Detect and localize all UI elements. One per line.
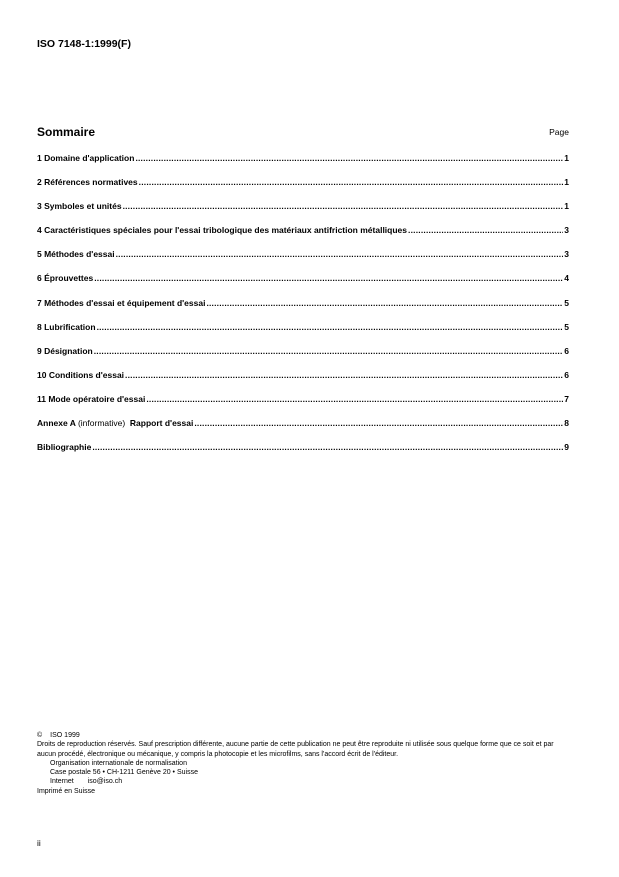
annex-prefix: Annexe A [37, 418, 76, 429]
copyright-rights-text: Droits de reproduction réservés. Sauf prescription différente, aucune partie de cette publication ne peut être reproduite ni utilisée sous quelque forme que ce soit et par aucun procédé, électronique ou mécanique, y compris la photocopie et les microfilms, sans l'accord écrit de l'éditeur. [37, 741, 554, 758]
copyright-printed: Imprimé en Suisse [37, 787, 95, 795]
toc-entry-label: 4 Caractéristiques spéciales pour l'essai tribologique des matériaux antifriction métalliques [37, 225, 408, 236]
toc-entry-label: 9 Désignation [37, 345, 93, 356]
toc-entry-lubrification[interactable] [37, 322, 569, 346]
toc-entry-label: 5 Méthodes d'essai [37, 249, 115, 260]
toc-entry-page: 5 [564, 297, 569, 308]
page-number: ii [37, 838, 41, 848]
toc-entry-page: 5 [564, 321, 569, 332]
toc-entry-label [37, 418, 193, 428]
toc-dot-leader [139, 177, 564, 187]
toc-dot-leader [194, 418, 563, 428]
toc-entry-page: 1 [564, 201, 569, 212]
toc-entry-page: 1 [564, 153, 569, 163]
toc-header [37, 125, 569, 141]
internet-label: Internet [50, 778, 74, 786]
toc-entry-domaine[interactable] [37, 153, 569, 177]
copyright-year-line [37, 731, 573, 740]
toc-dot-leader [94, 273, 563, 283]
toc-dot-leader [116, 249, 564, 259]
copyright-block [37, 731, 573, 796]
toc-entry-label: 2 Références normatives [37, 177, 138, 188]
copyright-org: Organisation internationale de normalisation [50, 759, 187, 767]
toc-entry-label: 8 Lubrification [37, 321, 96, 332]
toc-entry-page: 3 [564, 225, 569, 236]
toc-dot-leader [123, 201, 564, 211]
toc-entry-page: 8 [564, 418, 569, 429]
annex-type: (informative) [77, 418, 126, 429]
toc-dot-leader [408, 225, 563, 235]
copyright-address: Case postale 56 • CH-1211 Genève 20 • Suisse [50, 769, 198, 777]
toc-entry-methodes-equipement[interactable] [37, 298, 569, 322]
toc-list [37, 153, 569, 466]
toc-entry-references[interactable] [37, 177, 569, 201]
toc-dot-leader [92, 442, 563, 452]
internet-email-link[interactable]: iso@iso.ch [87, 778, 123, 786]
toc-entry-label: 10 Conditions d'essai [37, 369, 125, 380]
toc-entry-conditions[interactable] [37, 370, 569, 394]
toc-entry-page: 7 [564, 393, 569, 404]
toc-page-column-label: Page [549, 127, 569, 137]
toc-entry-methodes[interactable] [37, 249, 569, 273]
toc-entry-bibliographie[interactable] [37, 442, 569, 466]
annex-title: Rapport d'essai [129, 418, 194, 429]
toc-entry-caracteristiques[interactable] [37, 225, 569, 249]
toc-dot-leader [146, 394, 563, 404]
toc-entry-eprouvettes[interactable] [37, 273, 569, 297]
toc-entry-mode-operatoire[interactable] [37, 394, 569, 418]
toc-entry-label: 6 Éprouvettes [37, 273, 94, 284]
toc-dot-leader [125, 370, 563, 380]
toc-entry-page: 6 [564, 369, 569, 380]
toc-dot-leader [135, 153, 563, 163]
toc-entry-page: 4 [564, 273, 569, 284]
toc-title: Sommaire [37, 125, 96, 139]
toc-entry-label: 3 Symboles et unités [37, 201, 122, 212]
toc-dot-leader [94, 346, 564, 356]
toc-entry-annexe-a[interactable] [37, 418, 569, 442]
toc-entry-page: 1 [564, 177, 569, 188]
toc-dot-leader [206, 298, 563, 308]
toc-entry-label: 7 Méthodes d'essai et équipement d'essai [37, 297, 206, 308]
copyright-year: ISO 1999 [50, 732, 80, 739]
copyright-internet [37, 777, 573, 786]
toc-entry-page: 9 [564, 442, 569, 453]
toc-entry-label: Bibliographie [37, 442, 92, 453]
toc-entry-symboles[interactable] [37, 201, 569, 225]
toc-entry-label: 11 Mode opératoire d'essai [37, 393, 146, 404]
toc-entry-label: 1 Domaine d'application [37, 153, 135, 163]
toc-entry-page: 3 [564, 249, 569, 260]
toc-dot-leader [97, 322, 564, 332]
toc-entry-page: 6 [564, 345, 569, 356]
document-id: ISO 7148-1:1999(F) [37, 38, 131, 50]
copyright-icon: © [37, 732, 43, 739]
toc-entry-designation[interactable] [37, 346, 569, 370]
